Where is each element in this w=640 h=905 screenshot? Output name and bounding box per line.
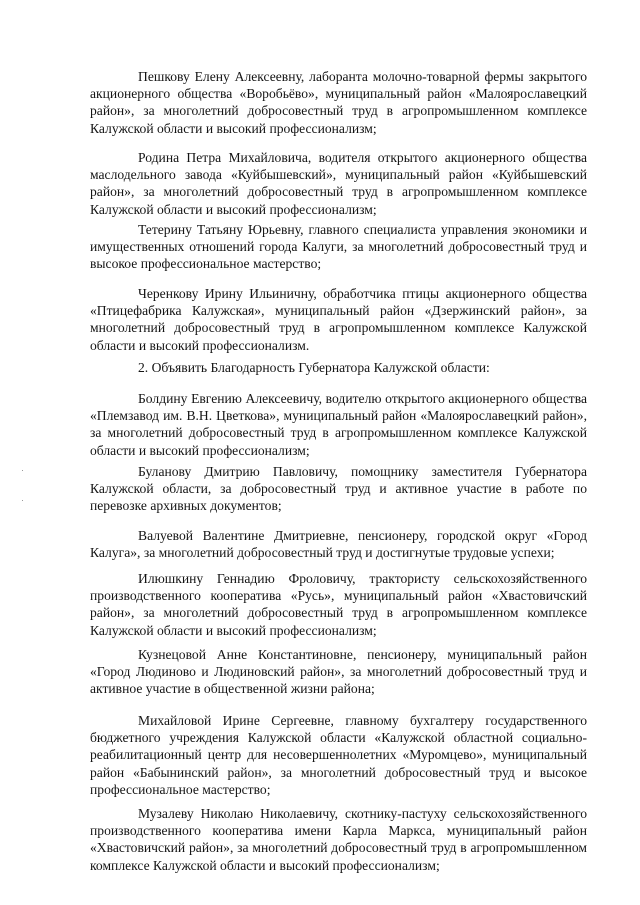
section-heading-gratitude: 2. Объявить Благодарность Губернатора Калужской области: <box>138 360 490 375</box>
gratitude-paragraph-valueva: Валуевой Валентине Дмитриевне, пенсионеру, городской округ «Город Калуга», за многолетний добросовестный труд и достигнутые трудовые успехи; <box>90 528 587 561</box>
gratitude-paragraph-kuznetsova: Кузнецовой Анне Константиновне, пенсионеру, муниципальный район «Город Людиново и Людиновский район», за многолетний добросовестный труд и активное участие в общественной жизни района; <box>90 647 587 697</box>
scan-speck <box>22 500 23 501</box>
award-paragraph-rodin: Родина Петра Михайловича, водителя открытого акционерного общества маслодельного завода «Куйбышевский», муниципальный район «Куйбышевский район», за многолетний добросовестный труд в агропромышленном комплексе Калужской области и высокий профессионализм; <box>90 150 587 217</box>
award-paragraph-teterina: Тетерину Татьяну Юрьевну, главного специалиста управления экономики и имущественных отношений города Калуги, за многолетний добросовестный труд и высокое профессиональное мастерство; <box>90 222 587 272</box>
gratitude-paragraph-boldin: Болдину Евгению Алексеевичу, водителю открытого акционерного общества «Племзавод им. В.Н. Цветкова», муниципальный район «Малоярославецкий район», за многолетний добросовестный труд в агропромышленном комплексе Калужской области и высокий профессионализм; <box>90 391 587 458</box>
gratitude-paragraph-ilyushkin: Илюшкину Геннадию Фроловичу, трактористу сельскохозяйственного производственного кооператива «Русь», муниципальный район «Хвастовичский район», за многолетний добросовестный труд в агропромышленном комплексе Калужской области и высокий профессионализм; <box>90 571 587 638</box>
award-paragraph-cherenkova: Черенкову Ирину Ильиничну, обработчика птицы акционерного общества «Птицефабрика Калужская», муниципальный район «Дзержинский район», за многолетний добросовестный труд в агропромышленном комплексе Калужской области и высокий профессионализм. <box>90 286 587 353</box>
gratitude-paragraph-mikhailova: Михайловой Ирине Сергеевне, главному бухгалтеру государственного бюджетного учреждения Калужской области «Калужской областной социально-реабилитационный центр для несовершеннолетних «Муромцево», муниципальный район «Бабынинский район», за многолетний добросовестный труд и высокое профессиональное мастерство; <box>90 713 587 797</box>
scan-speck <box>22 470 23 471</box>
gratitude-paragraph-bulanov: Буланову Дмитрию Павловичу, помощнику заместителя Губернатора Калужской области, за добросовестный труд и активное участие в работе по перевозке архивных документов; <box>90 464 587 514</box>
award-paragraph-peshkova: Пешкову Елену Алексеевну, лаборанта молочно-товарной фермы закрытого акционерного общества «Воробьёво», муниципальный район «Малоярославецкий район», за многолетний добросовестный труд в агропромышленном комплексе Калужской области и высокий профессионализм; <box>90 69 587 136</box>
gratitude-paragraph-muzalev: Музалеву Николаю Николаевичу, скотнику-пастуху сельскохозяйственного производственного кооператива имени Карла Маркса, муниципальный район «Хвастовичский район», за многолетний добросовестный труд в агропромышленном комплексе Калужской области и высокий профессионализм; <box>90 806 587 873</box>
